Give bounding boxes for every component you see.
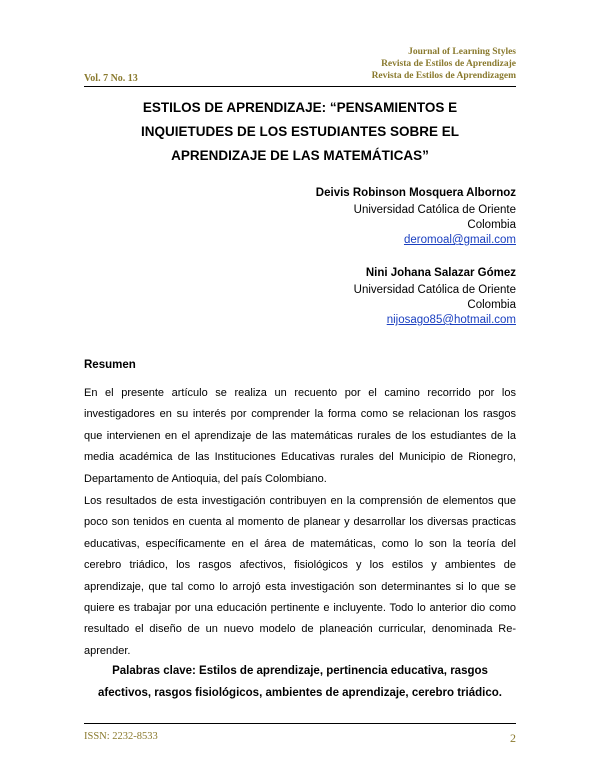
page-number: 2 [510,731,516,745]
author-block [354,266,516,328]
issn-label: ISSN: 2232-8533 [84,731,158,742]
header-divider [84,86,516,87]
author-affiliation: Universidad Católica de Oriente [353,284,516,296]
author-country: Colombia [467,219,516,231]
author-email-link[interactable]: nijosago85@hotmail.com [386,314,516,326]
title-line: APRENDIZAJE DE LAS MATEMÁTICAS” [171,148,429,163]
journal-title [372,46,516,82]
author-email-link[interactable]: deromoal@gmail.com [403,234,516,246]
author-name: Nini Johana Salazar Gómez [365,267,516,279]
abstract-paragraph: Los resultados de esta investigación contribuyen en la comprensión de elementos que poco son tenidos en cuenta al momento de planear y desarrollar los diversas practicas educativas, específicamente en el área de matemáticas, como lo son la teoría del cerebro triádico, los rasgos afectivos, fisiológicos y los estilos y ambientes de aprendizaje, que tal como lo arrojó esta investigación son determinantes si lo que se quiere es trabajar por una educación pertinente e incluyente. Todo lo anterior dio como resultado el diseño de un nuevo modelo de planeación curricular, denominada Re-aprender. [84,495,516,657]
keywords: Palabras clave: Estilos de aprendizaje, pertinencia educativa, rasgos afectivos, rasgos fisiológicos, ambientes de aprendizaje, cerebro triádico. [98,665,502,699]
title-line: ESTILOS DE APRENDIZAJE: “PENSAMIENTOS E [142,100,458,115]
abstract-paragraph: En el presente artículo se realiza un recuento por el camino recorrido por los investigadores en su interés por comprender la forma como se relacionan los rasgos que intervienen en el aprendizaje de las matemáticas rurales de los estudiantes de la media académica de las Instituciones Educativas rurales del Municipio de Rionegro, Departamento de Antioquia, del país Colombiano. [84,387,516,485]
title-line: INQUIETUDES DE LOS ESTUDIANTES SOBRE EL [140,124,460,139]
abstract-heading: Resumen [84,359,136,371]
author-block [316,186,516,248]
author-affiliation: Universidad Católica de Oriente [353,204,516,216]
paper-title [100,96,500,168]
journal-title-es: Revista de Estilos de Aprendizaje [381,59,516,69]
volume-label: Vol. 7 No. 13 [84,73,138,84]
author-name: Deivis Robinson Mosquera Albornoz [315,187,516,199]
journal-title-en: Journal of Learning Styles [408,47,516,57]
journal-title-pt: Revista de Estilos de Aprendizagem [371,71,516,81]
footer-divider [84,723,516,724]
author-country: Colombia [467,299,516,311]
